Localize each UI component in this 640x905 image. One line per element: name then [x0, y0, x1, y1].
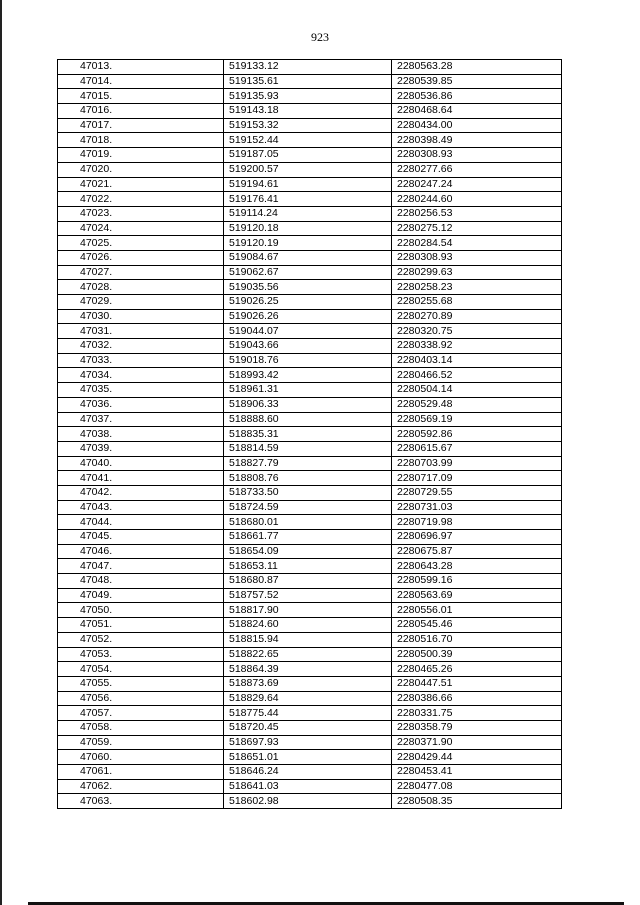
easting-cell: 518775.44 — [224, 706, 392, 721]
easting-cell: 518993.42 — [224, 368, 392, 383]
easting-cell: 518827.79 — [224, 456, 392, 471]
easting-cell: 518961.31 — [224, 383, 392, 398]
easting-cell: 519035.56 — [224, 280, 392, 295]
table-row — [58, 162, 562, 177]
table-row — [58, 104, 562, 119]
northing-cell: 2280331.75 — [392, 706, 562, 721]
easting-cell: 519176.41 — [224, 192, 392, 207]
table-row — [58, 603, 562, 618]
table-row — [58, 765, 562, 780]
easting-cell: 518654.09 — [224, 544, 392, 559]
easting-cell: 518873.69 — [224, 676, 392, 691]
northing-cell: 2280270.89 — [392, 309, 562, 324]
table-row — [58, 89, 562, 104]
point-number-cell: 47046. — [58, 544, 224, 559]
easting-cell: 518815.94 — [224, 632, 392, 647]
point-number-cell: 47056. — [58, 691, 224, 706]
table-row — [58, 133, 562, 148]
easting-cell: 518733.50 — [224, 485, 392, 500]
point-number-cell: 47026. — [58, 250, 224, 265]
point-number-cell: 47025. — [58, 236, 224, 251]
point-number-cell: 47034. — [58, 368, 224, 383]
table-row — [58, 368, 562, 383]
table-row — [58, 647, 562, 662]
point-number-cell: 47018. — [58, 133, 224, 148]
point-number-cell: 47058. — [58, 720, 224, 735]
point-number-cell: 47044. — [58, 515, 224, 530]
easting-cell: 519120.19 — [224, 236, 392, 251]
table-row — [58, 691, 562, 706]
northing-cell: 2280386.66 — [392, 691, 562, 706]
table-row — [58, 309, 562, 324]
easting-cell: 519187.05 — [224, 148, 392, 163]
northing-cell: 2280508.35 — [392, 794, 562, 809]
point-number-cell: 47017. — [58, 118, 224, 133]
table-row — [58, 456, 562, 471]
scan-edge-left — [0, 0, 2, 905]
table-row — [58, 206, 562, 221]
point-number-cell: 47032. — [58, 339, 224, 354]
table-row — [58, 544, 562, 559]
coordinates-table — [57, 59, 562, 809]
table-row — [58, 339, 562, 354]
table-row — [58, 236, 562, 251]
easting-cell: 519152.44 — [224, 133, 392, 148]
table-row — [58, 515, 562, 530]
easting-cell: 518814.59 — [224, 441, 392, 456]
table-row — [58, 662, 562, 677]
easting-cell: 519026.25 — [224, 295, 392, 310]
easting-cell: 519043.66 — [224, 339, 392, 354]
easting-cell: 518822.65 — [224, 647, 392, 662]
point-number-cell: 47042. — [58, 485, 224, 500]
table-row — [58, 265, 562, 280]
northing-cell: 2280545.46 — [392, 618, 562, 633]
northing-cell: 2280563.69 — [392, 588, 562, 603]
point-number-cell: 47063. — [58, 794, 224, 809]
table-row — [58, 74, 562, 89]
easting-cell: 518641.03 — [224, 779, 392, 794]
table-row — [58, 250, 562, 265]
table-row — [58, 559, 562, 574]
easting-cell: 518824.60 — [224, 618, 392, 633]
northing-cell: 2280500.39 — [392, 647, 562, 662]
table-row — [58, 353, 562, 368]
easting-cell: 519143.18 — [224, 104, 392, 119]
point-number-cell: 47050. — [58, 603, 224, 618]
point-number-cell: 47019. — [58, 148, 224, 163]
table-row — [58, 324, 562, 339]
point-number-cell: 47035. — [58, 383, 224, 398]
point-number-cell: 47033. — [58, 353, 224, 368]
point-number-cell: 47041. — [58, 471, 224, 486]
northing-cell: 2280516.70 — [392, 632, 562, 647]
point-number-cell: 47059. — [58, 735, 224, 750]
northing-cell: 2280358.79 — [392, 720, 562, 735]
northing-cell: 2280615.67 — [392, 441, 562, 456]
point-number-cell: 47051. — [58, 618, 224, 633]
point-number-cell: 47022. — [58, 192, 224, 207]
table-row — [58, 148, 562, 163]
point-number-cell: 47060. — [58, 750, 224, 765]
northing-cell: 2280477.08 — [392, 779, 562, 794]
point-number-cell: 47052. — [58, 632, 224, 647]
point-number-cell: 47013. — [58, 60, 224, 75]
northing-cell: 2280539.85 — [392, 74, 562, 89]
point-number-cell: 47021. — [58, 177, 224, 192]
northing-cell: 2280563.28 — [392, 60, 562, 75]
easting-cell: 518653.11 — [224, 559, 392, 574]
northing-cell: 2280504.14 — [392, 383, 562, 398]
point-number-cell: 47029. — [58, 295, 224, 310]
point-number-cell: 47057. — [58, 706, 224, 721]
northing-cell: 2280247.24 — [392, 177, 562, 192]
point-number-cell: 47027. — [58, 265, 224, 280]
coordinates-table-body — [58, 60, 562, 809]
point-number-cell: 47023. — [58, 206, 224, 221]
easting-cell: 519135.93 — [224, 89, 392, 104]
point-number-cell: 47055. — [58, 676, 224, 691]
table-row — [58, 471, 562, 486]
easting-cell: 518602.98 — [224, 794, 392, 809]
table-row — [58, 412, 562, 427]
easting-cell: 518724.59 — [224, 500, 392, 515]
point-number-cell: 47038. — [58, 427, 224, 442]
northing-cell: 2280299.63 — [392, 265, 562, 280]
easting-cell: 518888.60 — [224, 412, 392, 427]
northing-cell: 2280731.03 — [392, 500, 562, 515]
point-number-cell: 47014. — [58, 74, 224, 89]
table-row — [58, 177, 562, 192]
easting-cell: 518817.90 — [224, 603, 392, 618]
easting-cell: 519114.24 — [224, 206, 392, 221]
point-number-cell: 47047. — [58, 559, 224, 574]
northing-cell: 2280453.41 — [392, 765, 562, 780]
northing-cell: 2280320.75 — [392, 324, 562, 339]
table-row — [58, 794, 562, 809]
northing-cell: 2280308.93 — [392, 148, 562, 163]
northing-cell: 2280592.86 — [392, 427, 562, 442]
northing-cell: 2280569.19 — [392, 412, 562, 427]
point-number-cell: 47062. — [58, 779, 224, 794]
table-row — [58, 676, 562, 691]
northing-cell: 2280308.93 — [392, 250, 562, 265]
table-row — [58, 618, 562, 633]
easting-cell: 518835.31 — [224, 427, 392, 442]
table-row — [58, 60, 562, 75]
table-row — [58, 735, 562, 750]
northing-cell: 2280258.23 — [392, 280, 562, 295]
point-number-cell: 47045. — [58, 530, 224, 545]
northing-cell: 2280466.52 — [392, 368, 562, 383]
point-number-cell: 47049. — [58, 588, 224, 603]
northing-cell: 2280398.49 — [392, 133, 562, 148]
northing-cell: 2280599.16 — [392, 574, 562, 589]
northing-cell: 2280256.53 — [392, 206, 562, 221]
easting-cell: 519120.18 — [224, 221, 392, 236]
northing-cell: 2280434.00 — [392, 118, 562, 133]
easting-cell: 519200.57 — [224, 162, 392, 177]
easting-cell: 518651.01 — [224, 750, 392, 765]
northing-cell: 2280403.14 — [392, 353, 562, 368]
point-number-cell: 47015. — [58, 89, 224, 104]
table-row — [58, 632, 562, 647]
point-number-cell: 47036. — [58, 397, 224, 412]
northing-cell: 2280556.01 — [392, 603, 562, 618]
table-row — [58, 530, 562, 545]
northing-cell: 2280529.48 — [392, 397, 562, 412]
northing-cell: 2280284.54 — [392, 236, 562, 251]
northing-cell: 2280465.26 — [392, 662, 562, 677]
northing-cell: 2280717.09 — [392, 471, 562, 486]
easting-cell: 519026.26 — [224, 309, 392, 324]
table-row — [58, 574, 562, 589]
point-number-cell: 47030. — [58, 309, 224, 324]
table-row — [58, 720, 562, 735]
northing-cell: 2280468.64 — [392, 104, 562, 119]
northing-cell: 2280643.28 — [392, 559, 562, 574]
northing-cell: 2280696.97 — [392, 530, 562, 545]
northing-cell: 2280719.98 — [392, 515, 562, 530]
point-number-cell: 47020. — [58, 162, 224, 177]
easting-cell: 518864.39 — [224, 662, 392, 677]
northing-cell: 2280275.12 — [392, 221, 562, 236]
easting-cell: 518661.77 — [224, 530, 392, 545]
point-number-cell: 47054. — [58, 662, 224, 677]
easting-cell: 519084.67 — [224, 250, 392, 265]
table-row — [58, 221, 562, 236]
northing-cell: 2280729.55 — [392, 485, 562, 500]
northing-cell: 2280447.51 — [392, 676, 562, 691]
page-number: 923 — [311, 30, 329, 44]
easting-cell: 518757.52 — [224, 588, 392, 603]
northing-cell: 2280338.92 — [392, 339, 562, 354]
table-row — [58, 500, 562, 515]
easting-cell: 518808.76 — [224, 471, 392, 486]
table-row — [58, 750, 562, 765]
easting-cell: 519153.32 — [224, 118, 392, 133]
northing-cell: 2280703.99 — [392, 456, 562, 471]
easting-cell: 518697.93 — [224, 735, 392, 750]
easting-cell: 519044.07 — [224, 324, 392, 339]
table-row — [58, 192, 562, 207]
easting-cell: 518906.33 — [224, 397, 392, 412]
table-row — [58, 706, 562, 721]
easting-cell: 518720.45 — [224, 720, 392, 735]
northing-cell: 2280429.44 — [392, 750, 562, 765]
table-row — [58, 295, 562, 310]
easting-cell: 519018.76 — [224, 353, 392, 368]
easting-cell: 518680.01 — [224, 515, 392, 530]
northing-cell: 2280371.90 — [392, 735, 562, 750]
easting-cell: 518829.64 — [224, 691, 392, 706]
point-number-cell: 47037. — [58, 412, 224, 427]
easting-cell: 519194.61 — [224, 177, 392, 192]
northing-cell: 2280536.86 — [392, 89, 562, 104]
table-row — [58, 485, 562, 500]
northing-cell: 2280255.68 — [392, 295, 562, 310]
northing-cell: 2280277.66 — [392, 162, 562, 177]
table-row — [58, 397, 562, 412]
point-number-cell: 47053. — [58, 647, 224, 662]
northing-cell: 2280244.60 — [392, 192, 562, 207]
easting-cell: 518680.87 — [224, 574, 392, 589]
easting-cell: 518646.24 — [224, 765, 392, 780]
point-number-cell: 47048. — [58, 574, 224, 589]
table-row — [58, 441, 562, 456]
point-number-cell: 47024. — [58, 221, 224, 236]
easting-cell: 519062.67 — [224, 265, 392, 280]
northing-cell: 2280675.87 — [392, 544, 562, 559]
point-number-cell: 47031. — [58, 324, 224, 339]
point-number-cell: 47040. — [58, 456, 224, 471]
point-number-cell: 47061. — [58, 765, 224, 780]
easting-cell: 519133.12 — [224, 60, 392, 75]
table-row — [58, 779, 562, 794]
table-row — [58, 427, 562, 442]
table-row — [58, 383, 562, 398]
point-number-cell: 47039. — [58, 441, 224, 456]
point-number-cell: 47028. — [58, 280, 224, 295]
table-row — [58, 118, 562, 133]
easting-cell: 519135.61 — [224, 74, 392, 89]
table-row — [58, 280, 562, 295]
point-number-cell: 47016. — [58, 104, 224, 119]
table-row — [58, 588, 562, 603]
point-number-cell: 47043. — [58, 500, 224, 515]
